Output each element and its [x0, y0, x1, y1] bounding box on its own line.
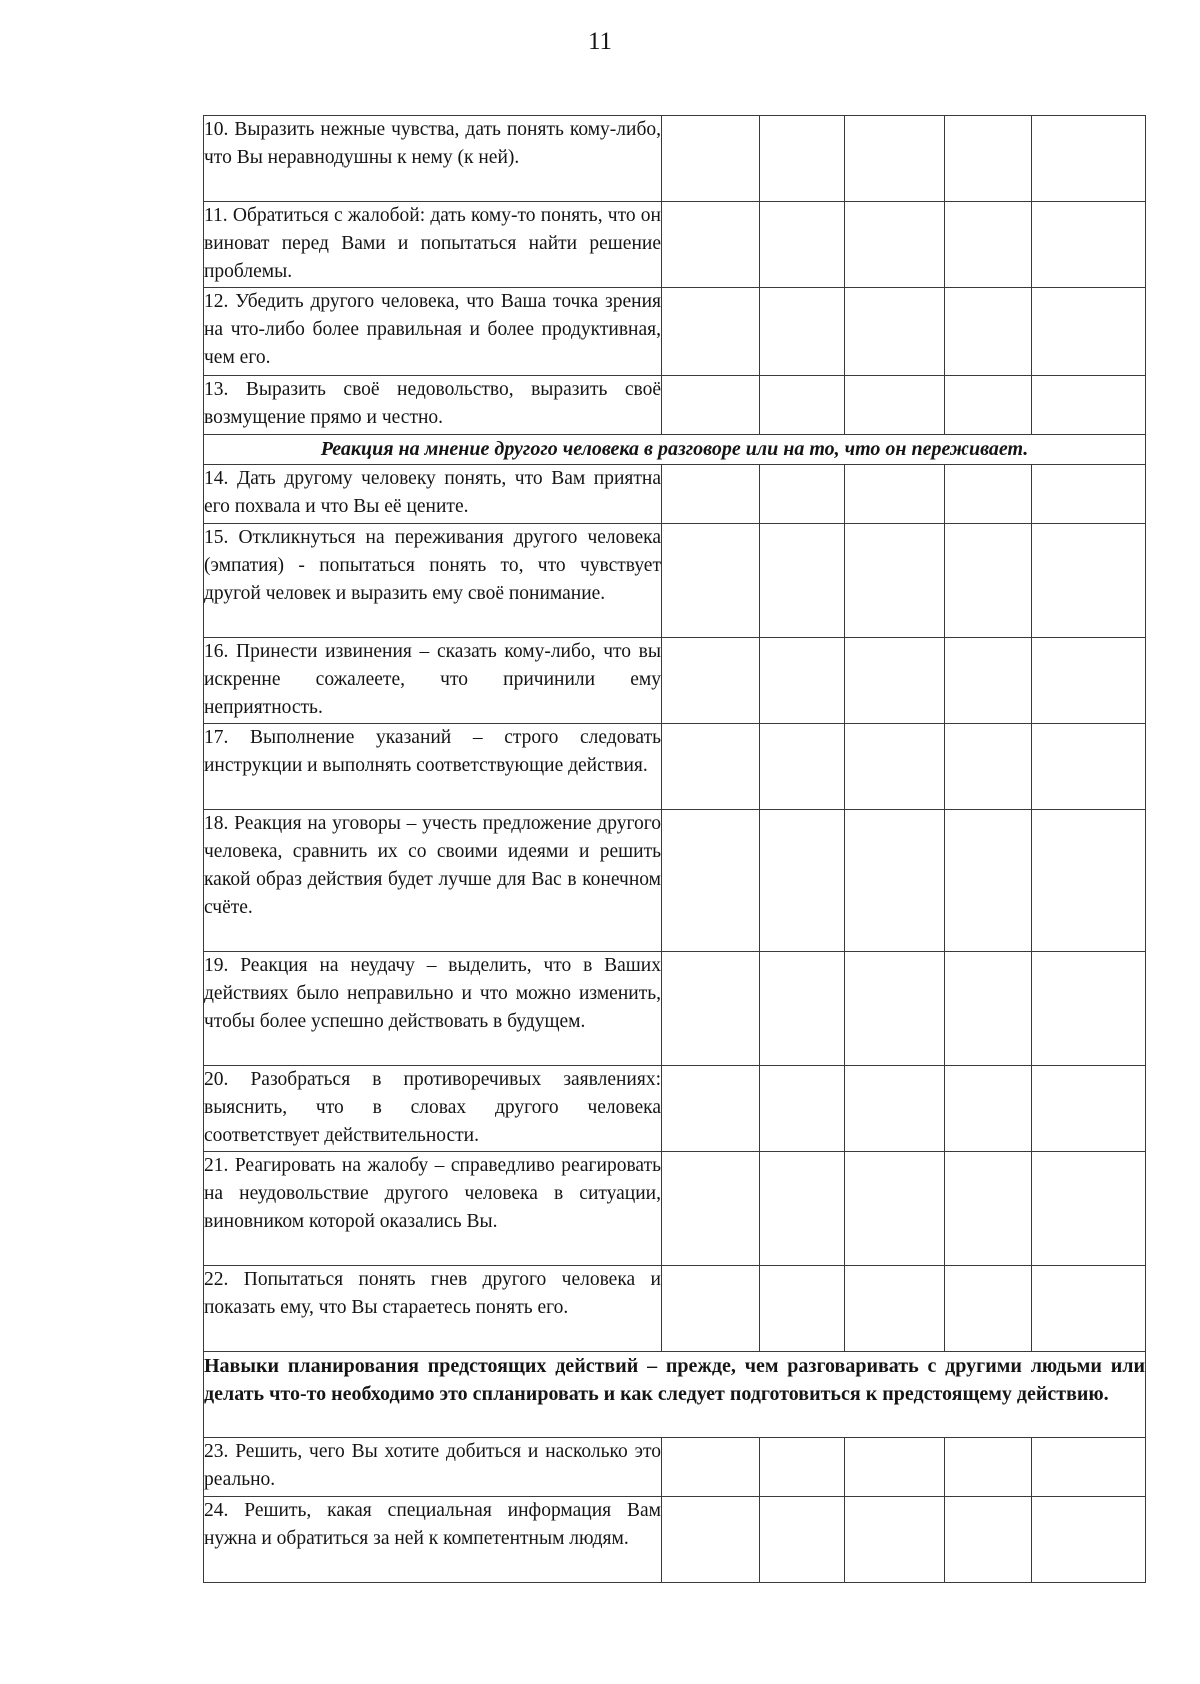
- rating-cell[interactable]: [945, 202, 1032, 288]
- rating-cell[interactable]: [760, 724, 845, 810]
- skill-item-text: 18. Реакция на уговоры – учесть предложение другого человека, сравнить их со своими идеями и решить какой образ действия будет лучше для Вас в конечном счёте.: [204, 813, 661, 918]
- rating-cell[interactable]: [1032, 524, 1146, 638]
- rating-cell[interactable]: [662, 116, 760, 202]
- rating-cell[interactable]: [1032, 376, 1146, 435]
- rating-cell[interactable]: [662, 465, 760, 524]
- rating-cell[interactable]: [945, 724, 1032, 810]
- skill-item-cell: [204, 116, 662, 202]
- skill-item-text: 10. Выразить нежные чувства, дать понять кому-либо, что Вы неравнодушны к нему (к ней).: [204, 119, 661, 168]
- skill-item-text: 15. Откликнуться на переживания другого человека (эмпатия) - попытаться понять то, что чувствует другой человек и выразить ему своё понимание.: [204, 527, 661, 604]
- rating-cell[interactable]: [945, 1066, 1032, 1152]
- page-number: 11: [587, 28, 613, 55]
- skill-item-text: 16. Принести извинения – сказать кому-либо, что вы искренне сожалеете, что причинили ему неприятность.: [204, 641, 661, 718]
- rating-cell[interactable]: [662, 1438, 760, 1497]
- rating-cell[interactable]: [945, 1152, 1032, 1266]
- skill-item-cell: [204, 524, 662, 638]
- skill-item-cell: [204, 810, 662, 952]
- rating-cell[interactable]: [760, 288, 845, 376]
- rating-cell[interactable]: [662, 202, 760, 288]
- rating-cell[interactable]: [1032, 724, 1146, 810]
- rating-cell[interactable]: [1032, 1066, 1146, 1152]
- skill-item-cell: [204, 288, 662, 376]
- rating-cell[interactable]: [1032, 952, 1146, 1066]
- rating-cell[interactable]: [760, 116, 845, 202]
- rating-cell[interactable]: [945, 288, 1032, 376]
- table-row: [204, 810, 1146, 952]
- skill-item-text: 22. Попытаться понять гнев другого человека и показать ему, что Вы стараетесь понять его.: [204, 1269, 661, 1318]
- rating-cell[interactable]: [845, 202, 945, 288]
- rating-cell[interactable]: [1032, 1152, 1146, 1266]
- rating-cell[interactable]: [945, 524, 1032, 638]
- skill-item-text: 17. Выполнение указаний – строго следовать инструкции и выполнять соответствующие действия.: [204, 727, 661, 776]
- rating-cell[interactable]: [662, 810, 760, 952]
- rating-cell[interactable]: [662, 1066, 760, 1152]
- rating-cell[interactable]: [1032, 288, 1146, 376]
- skill-item-text: 11. Обратиться с жалобой: дать кому-то понять, что он виноват перед Вами и попытаться найти решение проблемы.: [204, 205, 661, 282]
- rating-cell[interactable]: [945, 810, 1032, 952]
- rating-cell[interactable]: [1032, 202, 1146, 288]
- rating-cell[interactable]: [1032, 810, 1146, 952]
- table-row: [204, 724, 1146, 810]
- rating-cell[interactable]: [845, 952, 945, 1066]
- rating-cell[interactable]: [760, 1066, 845, 1152]
- rating-cell[interactable]: [845, 524, 945, 638]
- rating-cell[interactable]: [760, 524, 845, 638]
- table-row: [204, 952, 1146, 1066]
- rating-cell[interactable]: [845, 724, 945, 810]
- skill-item-text: 24. Решить, какая специальная информация Вам нужна и обратиться за ней к компетентным людям.: [204, 1500, 661, 1549]
- skill-item-cell: [204, 1152, 662, 1266]
- table-row: [204, 638, 1146, 724]
- rating-cell[interactable]: [945, 1438, 1032, 1497]
- table-row: [204, 202, 1146, 288]
- rating-cell[interactable]: [845, 288, 945, 376]
- skill-item-cell: [204, 1438, 662, 1497]
- skill-item-cell: [204, 1066, 662, 1152]
- table-row: [204, 376, 1146, 435]
- rating-cell[interactable]: [760, 1266, 845, 1352]
- rating-cell[interactable]: [845, 116, 945, 202]
- rating-cell[interactable]: [845, 638, 945, 724]
- rating-cell[interactable]: [662, 638, 760, 724]
- skill-item-text: 13. Выразить своё недовольство, выразить своё возмущение прямо и честно.: [204, 379, 661, 428]
- skill-item-text: 23. Решить, чего Вы хотите добиться и насколько это реально.: [204, 1441, 661, 1490]
- rating-cell[interactable]: [662, 1497, 760, 1583]
- rating-cell[interactable]: [945, 465, 1032, 524]
- table-row: [204, 1266, 1146, 1352]
- rating-cell[interactable]: [1032, 638, 1146, 724]
- rating-cell[interactable]: [945, 1497, 1032, 1583]
- skill-item-cell: [204, 1497, 662, 1583]
- rating-cell[interactable]: [760, 638, 845, 724]
- skill-item-text: 20. Разобраться в противоречивых заявлениях: выяснить, что в словах другого человека соответствует действительности.: [204, 1069, 661, 1146]
- rating-cell[interactable]: [845, 465, 945, 524]
- rating-cell[interactable]: [945, 1266, 1032, 1352]
- table-row: [204, 465, 1146, 524]
- rating-cell[interactable]: [760, 465, 845, 524]
- table-row: [204, 116, 1146, 202]
- rating-cell[interactable]: [845, 1266, 945, 1352]
- skill-item-cell: [204, 952, 662, 1066]
- rating-cell[interactable]: [1032, 1266, 1146, 1352]
- skill-item-cell: [204, 638, 662, 724]
- rating-cell[interactable]: [845, 1066, 945, 1152]
- skill-item-text: 14. Дать другому человеку понять, что Вам приятна его похвала и что Вы её цените.: [204, 468, 661, 517]
- skill-item-cell: [204, 376, 662, 435]
- rating-cell[interactable]: [760, 1497, 845, 1583]
- rating-cell[interactable]: [845, 810, 945, 952]
- skill-item-cell: [204, 465, 662, 524]
- section-header-row: [204, 1352, 1146, 1438]
- skill-item-text: 21. Реагировать на жалобу – справедливо реагировать на неудовольствие другого человека в ситуации, виновником которой оказались Вы.: [204, 1155, 661, 1232]
- rating-cell[interactable]: [662, 724, 760, 810]
- skill-item-text: 19. Реакция на неудачу – выделить, что в Ваших действиях было неправильно и что можно изменить, чтобы более успешно действовать в будущем.: [204, 955, 661, 1032]
- table-row: [204, 1497, 1146, 1583]
- rating-cell[interactable]: [945, 952, 1032, 1066]
- rating-cell[interactable]: [662, 288, 760, 376]
- rating-cell[interactable]: [760, 1438, 845, 1497]
- rating-cell[interactable]: [845, 1438, 945, 1497]
- rating-cell[interactable]: [662, 376, 760, 435]
- rating-cell[interactable]: [662, 1266, 760, 1352]
- section-header-row: [204, 435, 1146, 465]
- skill-item-text: 12. Убедить другого человека, что Ваша точка зрения на что-либо более правильная и более продуктивная, чем его.: [204, 291, 661, 368]
- skill-item-cell: [204, 724, 662, 810]
- rating-cell[interactable]: [760, 1152, 845, 1266]
- rating-cell[interactable]: [760, 376, 845, 435]
- rating-cell[interactable]: [760, 952, 845, 1066]
- rating-cell[interactable]: [760, 202, 845, 288]
- rating-cell[interactable]: [945, 116, 1032, 202]
- rating-cell[interactable]: [1032, 465, 1146, 524]
- skill-item-cell: [204, 1266, 662, 1352]
- rating-cell[interactable]: [1032, 1497, 1146, 1583]
- rating-cell[interactable]: [845, 1152, 945, 1266]
- rating-cell[interactable]: [1032, 1438, 1146, 1497]
- rating-cell[interactable]: [662, 524, 760, 638]
- skills-assessment-table: [203, 115, 1146, 1583]
- table-row: [204, 1438, 1146, 1497]
- table-row: [204, 1066, 1146, 1152]
- skill-item-cell: [204, 202, 662, 288]
- section-header: Реакция на мнение другого человека в разговоре или на то, что он переживает.: [204, 435, 1146, 465]
- rating-cell[interactable]: [662, 952, 760, 1066]
- table-row: [204, 524, 1146, 638]
- rating-cell[interactable]: [945, 638, 1032, 724]
- rating-cell[interactable]: [845, 376, 945, 435]
- section-header: Навыки планирования предстоящих действий – прежде, чем разговаривать с другими людьми или делать что-то необходимо это спланировать и как следует подготовиться к предстоящему действию.: [204, 1352, 1146, 1438]
- rating-cell[interactable]: [1032, 116, 1146, 202]
- rating-cell[interactable]: [760, 810, 845, 952]
- rating-cell[interactable]: [845, 1497, 945, 1583]
- rating-cell[interactable]: [945, 376, 1032, 435]
- table-row: [204, 288, 1146, 376]
- rating-cell[interactable]: [662, 1152, 760, 1266]
- table-row: [204, 1152, 1146, 1266]
